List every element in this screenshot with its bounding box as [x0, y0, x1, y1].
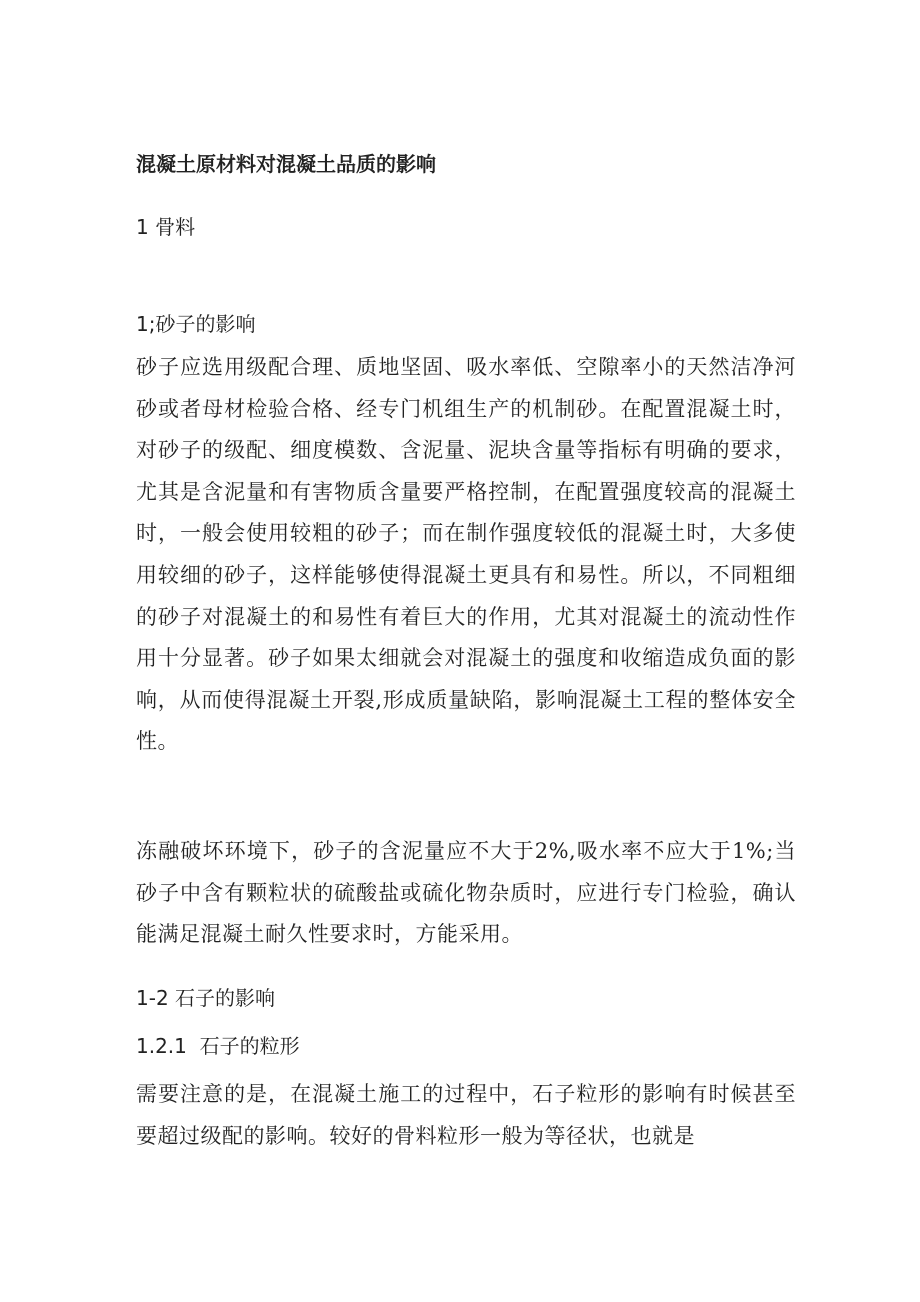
subsection-heading-stone: 1-2 石子的影响: [136, 986, 276, 1010]
paragraph-freeze-thaw: 冻融破坏环境下，砂子的含泥量应不大于2%,吸水率不应大于1%;当砂子中含有颗粒状的硫酸盐或硫化物杂质时，应进行专门检验，确认能满足混凝土耐久性要求时，方能采用。: [136, 839, 796, 947]
section-heading-aggregate: 1 骨料: [136, 215, 196, 239]
subsection-heading-sand: 1;砂子的影响: [136, 312, 256, 336]
subsection-heading-stone-shape: 1.2.1 石子的粒形: [136, 1034, 300, 1058]
document-title: 混凝土原材料对混凝土品质的影响: [136, 152, 436, 176]
paragraph-stone-shape: 需要注意的是，在混凝土施工的过程中，石子粒形的影响有时候甚至要超过级配的影响。较好的骨料粒形一般为等径状，也就是: [136, 1082, 796, 1148]
paragraph-sand-requirements: 砂子应选用级配合理、质地坚固、吸水率低、空隙率小的天然洁净河砂或者母材检验合格、经专门机组生产的机制砂。在配置混凝土时，对砂子的级配、细度模数、含泥量、泥块含量等指标有明确的要求，尤其是含泥量和有害物质含量要严格控制，在配置强度较高的混凝土时，一般会使用较粗的砂子；而在制作强度较低的混凝土时，大多使用较细的砂子，这样能够使得混凝土更具有和易性。所以，不同粗细的砂子对混凝土的和易性有着巨大的作用，尤其对混凝土的流动性作用十分显著。砂子如果太细就会对混凝土的强度和收缩造成负面的影响，从而使得混凝土开裂,形成质量缺陷，影响混凝土工程的整体安全性。: [136, 355, 796, 754]
